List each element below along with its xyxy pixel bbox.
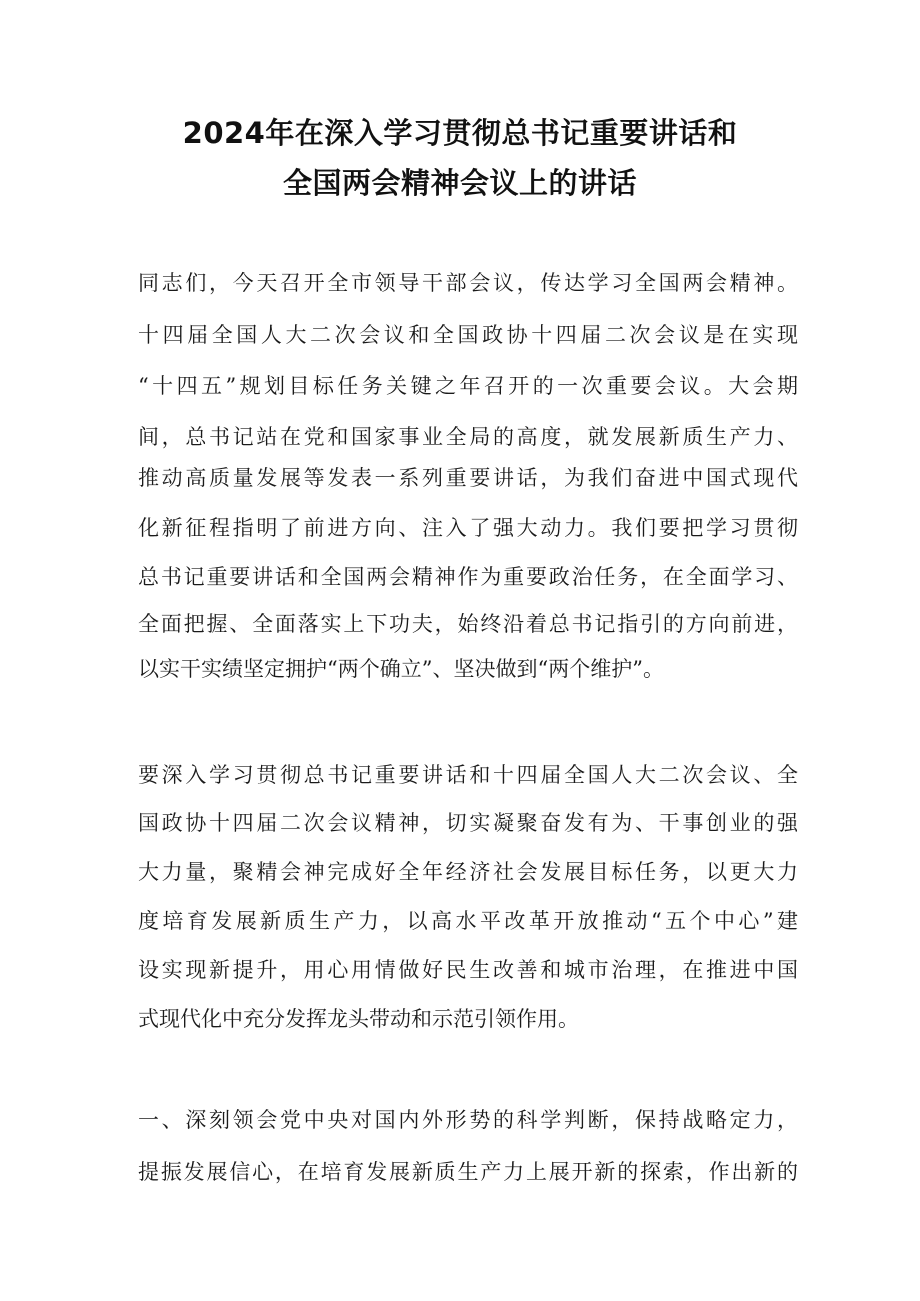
document-title-line-2: 全国两会精神会议上的讲话 <box>282 166 637 200</box>
paragraph-2-line-6: 式现代化中充分发挥龙头带动和示范引领作用。 <box>138 1007 579 1031</box>
paragraph-2-line-5: 设实现新提升，用心用情做好民生改善和城市治理，在推进中国 <box>138 958 798 982</box>
paragraph-2-line-4: 度培育发展新质生产力，以高水平改革开放推动“五个中心”建 <box>138 909 798 933</box>
paragraph-1-line-6: 化新征程指明了前进方向、注入了强大动力。我们要把学习贯彻 <box>138 516 798 540</box>
paragraph-3-line-1: 一、深刻领会党中央对国内外形势的科学判断，保持战略定力， <box>138 1108 798 1132</box>
paragraph-2-line-2: 国政协十四届二次会议精神，切实凝聚奋发有为、干事创业的强 <box>138 811 798 835</box>
paragraph-1-line-5: 推动高质量发展等发表一系列重要讲话，为我们奋进中国式现代 <box>138 466 798 490</box>
paragraph-1-line-2: 十四届全国人大二次会议和全国政协十四届二次会议是在实现 <box>138 323 798 347</box>
paragraph-1-line-7: 总书记重要讲话和全国两会精神作为重要政治任务，在全面学习、 <box>138 565 798 589</box>
paragraph-2-line-3: 大力量，聚精会神完成好全年经济社会发展目标任务，以更大力 <box>138 860 798 884</box>
paragraph-1-line-9: 以实干实绩坚定拥护“两个确立”、坚决做到“两个维护”。 <box>138 657 664 681</box>
document-title-line-1: 2024年在深入学习贯彻总书记重要讲话和 <box>182 116 738 150</box>
paragraph-1-line-3: “十四五”规划目标任务关键之年召开的一次重要会议。大会期 <box>138 374 798 398</box>
paragraph-1-line-4: 间，总书记站在党和国家事业全局的高度，就发展新质生产力、 <box>138 425 798 449</box>
paragraph-2-line-1: 要深入学习贯彻总书记重要讲话和十四届全国人大二次会议、全 <box>138 763 798 787</box>
paragraph-1-line-1: 同志们，今天召开全市领导干部会议，传达学习全国两会精神。 <box>138 271 798 295</box>
paragraph-1-line-8: 全面把握、全面落实上下功夫，始终沿着总书记指引的方向前进， <box>138 612 798 636</box>
paragraph-3-line-2: 提振发展信心，在培育发展新质生产力上展开新的探索，作出新的 <box>138 1160 798 1184</box>
